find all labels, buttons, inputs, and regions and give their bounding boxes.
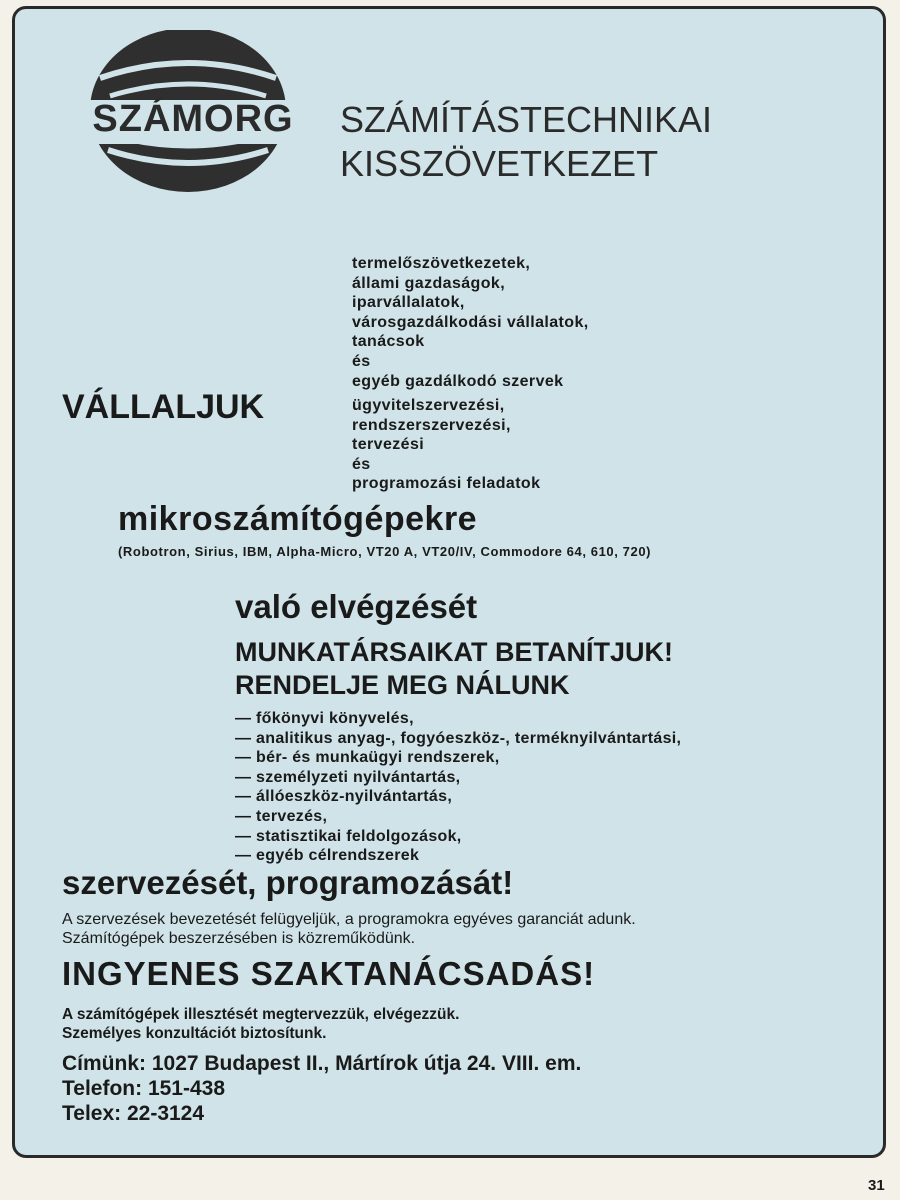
task-item: és (352, 455, 371, 473)
company-title (340, 98, 712, 186)
free-advice-heading: INGYENES SZAKTANÁCSADÁS! (62, 955, 596, 992)
vallaljuk-heading: VÁLLALJUK (62, 388, 265, 426)
client-item: és (352, 352, 371, 370)
computer-models: (Robotron, Sirius, IBM, Alpha-Micro, VT20 A, VT20/IV, Commodore 64, 610, 720) (118, 544, 652, 559)
client-item: iparvállalatok, (352, 294, 465, 312)
install-line: A számítógépek illesztését megtervezzük, elvégezzük. (62, 1006, 460, 1023)
task-item: rendszerszervezési, (352, 416, 511, 434)
client-item: állami gazdaságok, (352, 274, 506, 292)
task-item: ügyvitelszervezési, (352, 397, 505, 414)
contact-block (62, 1051, 581, 1126)
systems-list (235, 709, 681, 866)
task-item: tervezési (352, 436, 425, 454)
install-text (62, 1005, 459, 1043)
guarantee-text (62, 910, 636, 948)
organization-heading: szervezését, programozását! (62, 864, 514, 901)
address-line: Címünk: 1027 Budapest II., Mártírok útja 24. VIII. em. (62, 1052, 582, 1075)
client-item: tanácsok (352, 333, 425, 351)
task-item: programozási feladatok (352, 475, 541, 493)
client-item: termelőszövetkezetek, (352, 255, 531, 272)
guarantee-line: A szervezések bevezetését felügyeljük, a programokra egyéves garanciát adunk. (62, 911, 636, 928)
system-item: — főkönyvi könyvelés, (235, 709, 681, 729)
order-heading: RENDELJE MEG NÁLUNK (235, 670, 570, 700)
phone-line: Telefon: 151-438 (62, 1077, 226, 1100)
system-item: — egyéb célrendszerek (235, 846, 681, 866)
task-list (352, 396, 540, 494)
szamorg-logo (48, 30, 338, 200)
training-heading: MUNKATÁRSAIKAT BETANÍTJUK! (235, 637, 673, 667)
system-item: — bér- és munkaügyi rendszerek, (235, 748, 681, 768)
guarantee-line: Számítógépek beszerzésében is közreműködünk. (62, 930, 416, 947)
page-number: 31 (868, 1177, 885, 1194)
system-item: — tervezés, (235, 807, 681, 827)
training-headings (235, 636, 673, 702)
system-item: — személyzeti nyilvántartás, (235, 768, 681, 788)
telex-line: Telex: 22-3124 (62, 1102, 205, 1125)
client-list (352, 254, 589, 391)
system-item: — analitikus anyag-, fogyóeszköz-, terméknyilvántartási, (235, 729, 681, 749)
company-title-line1: SZÁMÍTÁSTECHNIKAI (340, 99, 713, 140)
system-item: — állóeszköz-nyilvántartás, (235, 787, 681, 807)
micro-heading: mikroszámítógépekre (118, 500, 478, 538)
system-item: — statisztikai feldolgozások, (235, 827, 681, 847)
client-item: egyéb gazdálkodó szervek (352, 372, 564, 390)
install-line: Személyes konzultációt biztosítunk. (62, 1025, 327, 1042)
company-title-line2: KISSZÖVETKEZET (340, 143, 659, 184)
logo-wordmark: SZÁMORG (92, 98, 294, 140)
valo-heading: való elvégzését (235, 588, 478, 625)
client-item: városgazdálkodási vállalatok, (352, 313, 589, 331)
